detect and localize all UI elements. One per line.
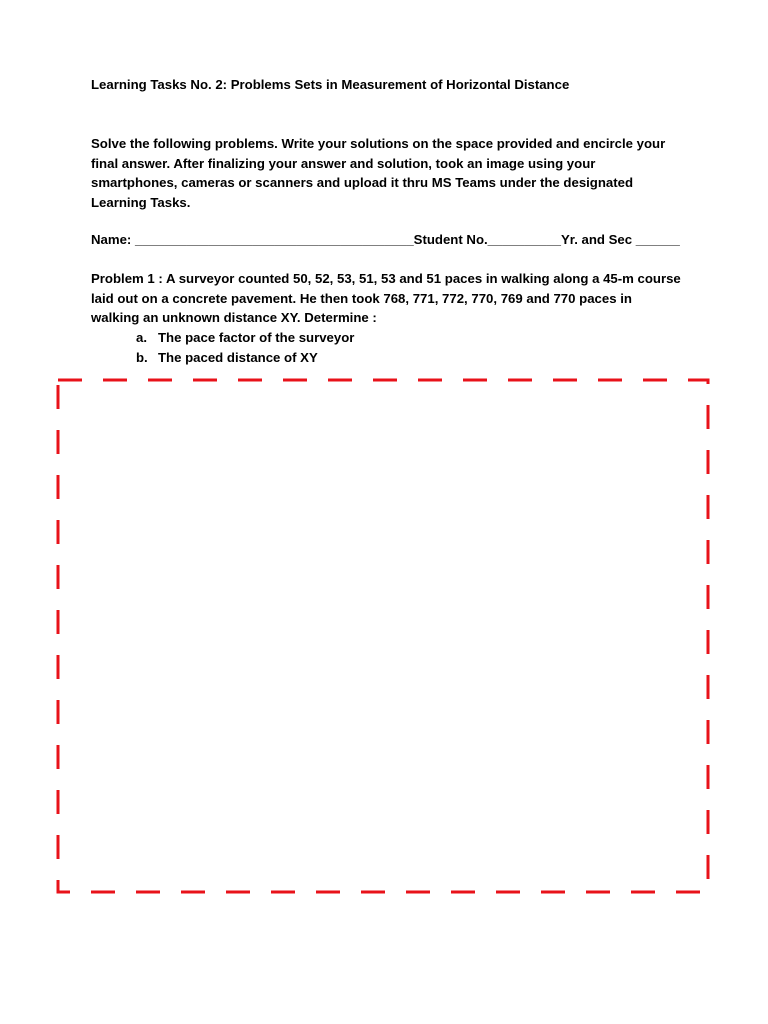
problem-item-text: The pace factor of the surveyor: [158, 330, 355, 346]
problem-item: [91, 348, 711, 368]
instructions-line: Solve the following problems. Write your solutions on the space provided and encircle your: [91, 136, 666, 151]
answer-space-box: [56, 378, 710, 894]
answer-box-border: [58, 380, 708, 892]
instructions-line: smartphones, cameras or scanners and upload it thru MS Teams under the designated: [91, 175, 634, 191]
dashed-border: [56, 378, 710, 894]
problem-statement-line: laid out on a concrete pavement. He then took 768, 771, 772, 770, 769 and 770 paces in: [91, 290, 632, 306]
instructions-line: Learning Tasks.: [91, 195, 191, 211]
instructions-paragraph: [91, 134, 691, 213]
document-title: Learning Tasks No. 2: Problems Sets in Measurement of Horizontal Distance: [91, 77, 570, 92]
problem-statement-line: walking an unknown distance XY. Determine :: [91, 310, 377, 326]
instructions-line: final answer. After finalizing your answer and solution, took an image using your: [91, 155, 596, 171]
problem-item-text: The paced distance of XY: [158, 349, 318, 365]
problem-items-list: [91, 328, 711, 367]
student-info-line: Name: ______________________________________Student No.__________Yr. and Sec ______: [91, 232, 680, 247]
problem-statement-line: Problem 1 : A surveyor counted 50, 52, 53, 51, 53 and 51 paces in walking along a 45-m course: [91, 271, 681, 286]
problem-item-marker: a.: [136, 330, 147, 346]
problem-1: [91, 269, 711, 368]
problem-item-marker: b.: [136, 349, 148, 365]
problem-item: [91, 328, 711, 348]
